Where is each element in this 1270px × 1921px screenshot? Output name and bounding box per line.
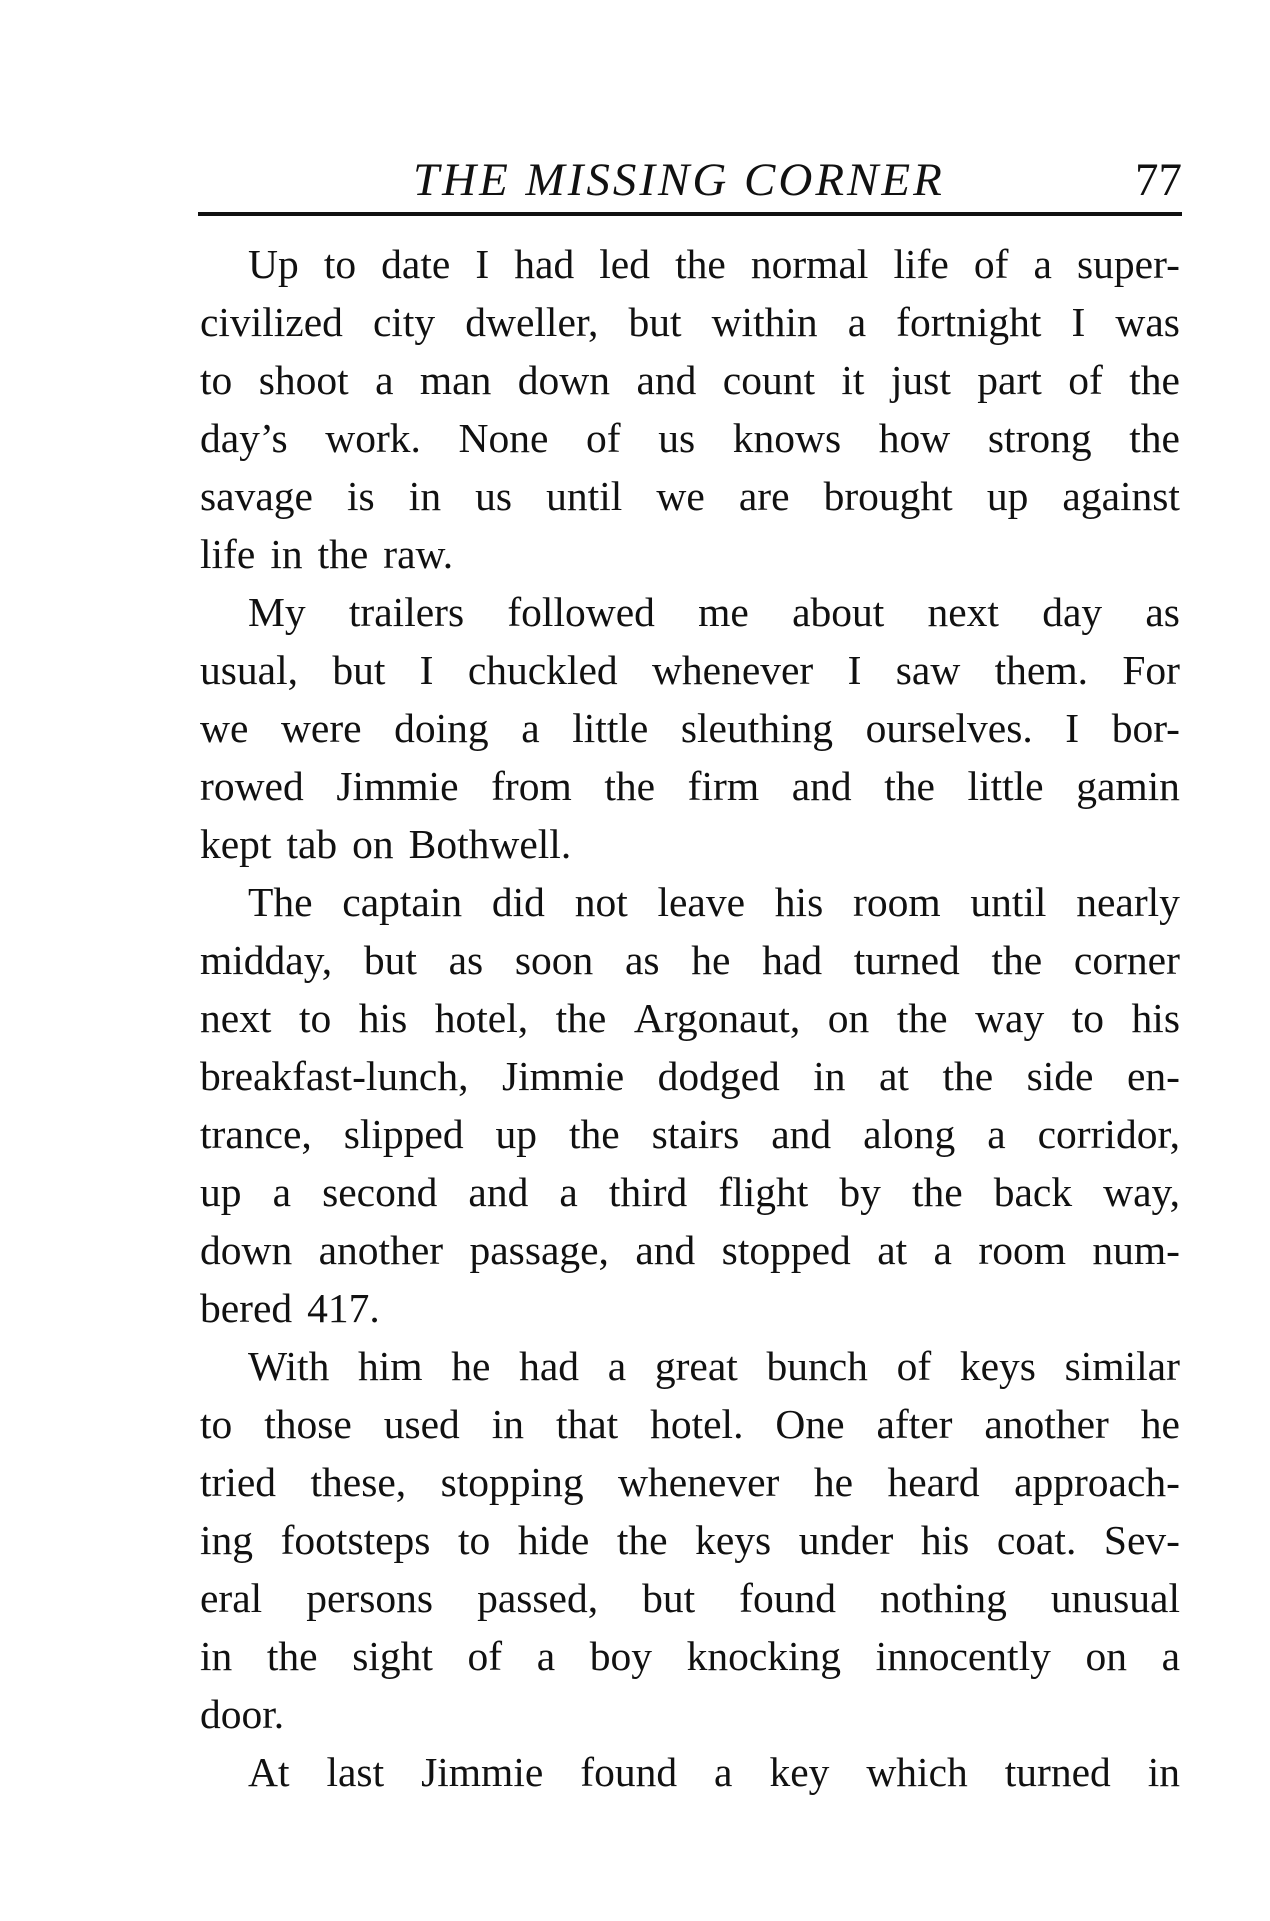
- text-line: life in the raw.: [200, 531, 454, 577]
- paragraph: [200, 1337, 1180, 1743]
- text-line: tried these, stopping whenever he heard approach-: [200, 1459, 1180, 1505]
- text-line: civilized city dweller, but within a fortnight I was: [200, 299, 1180, 345]
- running-title: THE MISSING CORNER: [413, 154, 945, 206]
- page-number: 77: [1135, 154, 1182, 206]
- paragraph: [200, 235, 1180, 583]
- text-line: to those used in that hotel. One after another he: [200, 1401, 1180, 1447]
- text-line: breakfast-lunch, Jimmie dodged in at the side en-: [200, 1053, 1180, 1099]
- text-line: At last Jimmie found a key which turned in: [248, 1749, 1180, 1795]
- running-head: [198, 150, 1198, 210]
- body-text: [200, 235, 1180, 1801]
- text-line: With him he had a great bunch of keys similar: [248, 1343, 1180, 1389]
- text-line: in the sight of a boy knocking innocently on a: [200, 1633, 1180, 1679]
- text-line: to shoot a man down and count it just part of the: [200, 357, 1180, 403]
- text-line: day’s work. None of us knows how strong the: [200, 415, 1180, 461]
- text-line: ing footsteps to hide the keys under his coat. Sev-: [200, 1517, 1180, 1563]
- text-line: eral persons passed, but found nothing unusual: [200, 1575, 1180, 1621]
- text-line: down another passage, and stopped at a room num-: [200, 1227, 1180, 1273]
- text-line: The captain did not leave his room until nearly: [248, 879, 1180, 925]
- paragraph: [200, 583, 1180, 873]
- text-line: midday, but as soon as he had turned the corner: [200, 937, 1180, 983]
- paragraph: [200, 873, 1180, 1337]
- text-line: up a second and a third flight by the back way,: [200, 1169, 1180, 1215]
- text-line: My trailers followed me about next day as: [248, 589, 1180, 635]
- text-line: trance, slipped up the stairs and along a corridor,: [200, 1111, 1180, 1157]
- text-line: rowed Jimmie from the firm and the little gamin: [200, 763, 1180, 809]
- text-line: we were doing a little sleuthing ourselves. I bor-: [200, 705, 1180, 751]
- text-line: usual, but I chuckled whenever I saw them. For: [200, 647, 1180, 693]
- text-line: savage is in us until we are brought up against: [200, 473, 1180, 519]
- text-line: door.: [200, 1691, 285, 1737]
- paragraph: [200, 1743, 1180, 1801]
- text-line: Up to date I had led the normal life of a super-: [248, 241, 1180, 287]
- text-line: bered 417.: [200, 1285, 380, 1331]
- text-line: next to his hotel, the Argonaut, on the way to his: [200, 995, 1180, 1041]
- header-rule: [198, 212, 1182, 216]
- text-line: kept tab on Bothwell.: [200, 821, 572, 867]
